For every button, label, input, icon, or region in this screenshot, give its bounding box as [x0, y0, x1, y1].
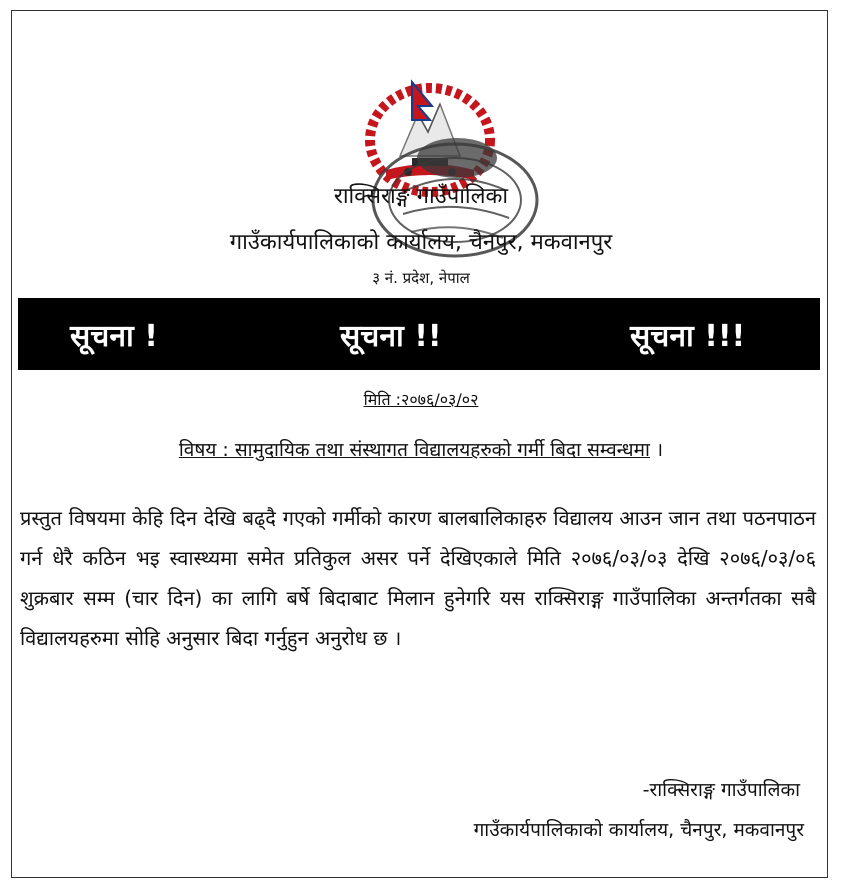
notice-label-2: सूचना !!: [340, 319, 442, 354]
signature-name: -राक्सिराङ्ग गाउँपालिका: [642, 779, 800, 801]
notice-date: [0, 388, 842, 410]
subject-text: विषय : सामुदायिक तथा संस्थागत विद्यालयहरुको गर्मी बिदा सम्वन्धमा: [178, 439, 650, 461]
notice-banner: [18, 298, 820, 370]
organization-name: राक्सिराङ्ग गाउँपालिका: [333, 184, 509, 209]
notice-label-3: सूचना !!!: [630, 319, 746, 354]
signature-office: गाउँकार्यपालिकाको कार्यालय, चैनपुर, मकवानपुर: [473, 819, 804, 841]
subject-end: ।: [649, 439, 664, 461]
notice-date-text: मिति :२०७६/०३/०२: [363, 390, 479, 409]
notice-body: प्रस्तुत विषयमा केहि दिन देखि बढ्दै गएको गर्मीको कारण बालबालिकाहरु विद्यालय आउन जान तथा पठनपाठन गर्न धेरै कठिन भइ स्वास्थ्यमा समेत प्रतिकुल असर पर्ने देखिएकाले मिति २०७६/०३/०३ देखि २०७६/०३/०६ शुक्रबार सम्म (चार दिन) का लागि बर्षे बिदाबाट मिलान हुनेगरि यस राक्सिराङ्ग गाउँपालिका अन्तर्गतका सबै विद्यालयहरुमा सोहि अनुसार बिदा गर्नुहुन अनुरोध छ ।: [20, 506, 816, 650]
subject-line: [0, 436, 842, 462]
notice-label-1: सूचना !: [70, 319, 158, 354]
office-address: गाउँकार्यपालिकाको कार्यालय, चैनपुर, मकवानपुर: [229, 230, 613, 255]
province-line: ३ नं. प्रदेश, नेपाल: [372, 269, 470, 287]
